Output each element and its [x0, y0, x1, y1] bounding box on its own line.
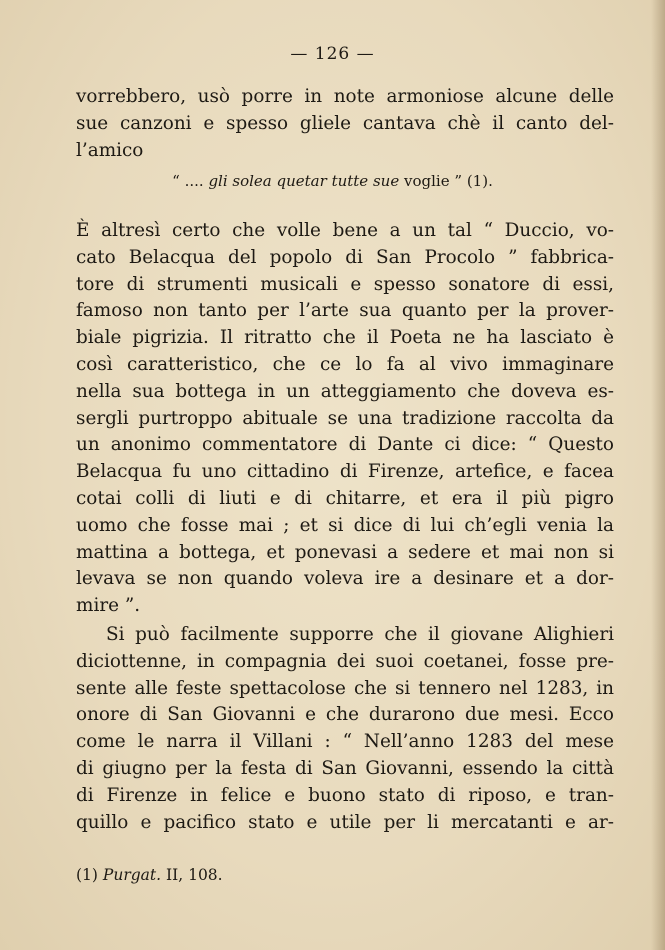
text-line: di giugno per la festa di San Giovanni, essendo la città: [76, 757, 614, 779]
text-line: di Firenze in felice e buono stato di riposo, e tran-: [76, 784, 614, 806]
text-line: cato Belacqua del popolo di San Procolo ” fabbrica-: [76, 246, 614, 268]
text-line: mattina a bottega, et ponevasi a sedere et mai non si: [76, 541, 614, 563]
paragraph-3: [76, 622, 614, 836]
text-line: come le narra il Villani : “ Nell’anno 1283 del mese: [76, 731, 614, 753]
text-line: sergli purtroppo abituale se una tradizione raccolta da: [76, 407, 614, 429]
verse-quotation: [0, 172, 665, 190]
text-line: un anonimo commentatore di Dante ci dice: “ Questo: [76, 434, 614, 456]
text-line: diciottenne, in compagnia dei suoi coetanei, fosse pre-: [76, 650, 614, 672]
text-line: È altresì certo che volle bene a un tal “ Duccio, vo-: [76, 220, 614, 241]
text-line: così caratteristico, che ce lo fa al vivo immaginare: [76, 353, 614, 375]
text-line: famoso non tanto per l’arte sua quanto per la prover-: [76, 300, 614, 322]
text-line: cotai colli di liuti e di chitarre, et era il più pigro: [76, 487, 614, 509]
footnote: [76, 866, 223, 884]
footnote-work: Purgat.: [102, 866, 162, 884]
paragraph-2: [76, 218, 614, 620]
text-line: uomo che fosse mai ; et si dice di lui ch’egli venia la: [76, 514, 614, 536]
text-line: Belacqua fu uno cittadino di Firenze, artefice, e facea: [76, 461, 614, 483]
page-number: — 126 —: [290, 44, 375, 64]
text-line: onore di San Giovanni e che durarono due mesi. Ecco: [76, 704, 614, 726]
text-line: sente alle feste spettacolose che si tennero nel 1283, in: [76, 677, 614, 699]
quote-verse: gli solea quetar tutte: [208, 172, 369, 190]
footnote-marker: (1): [76, 866, 98, 884]
page-edge-shadow: [651, 0, 665, 950]
paragraph-1: [76, 84, 614, 164]
quote-word: voglie: [404, 172, 450, 190]
text-line: l’amico: [76, 139, 144, 161]
text-line: mire ”.: [76, 595, 141, 617]
quote-open: “ ....: [172, 172, 204, 190]
text-line: levava se non quando voleva ire a desinare et a dor-: [76, 568, 614, 590]
text-line: nella sua bottega in un atteggiamento che doveva es-: [76, 380, 614, 402]
text-line: biale pigrizia. Il ritratto che il Poeta ne ha lasciato è: [76, 327, 614, 349]
footnote-reference: (1).: [466, 172, 493, 190]
text-line: tore di strumenti musicali e spesso sonatore di essi,: [76, 273, 614, 295]
quote-text: [208, 172, 449, 190]
quote-emphasis: sue: [372, 172, 400, 190]
text-line: Si può facilmente supporre che il giovane Alighieri: [106, 624, 614, 645]
text-line: vorrebbero, usò porre in note armoniose alcune delle: [76, 86, 614, 107]
text-line: quillo e pacifico stato e utile per li mercatanti e ar-: [76, 811, 614, 833]
quote-close: ”: [454, 172, 463, 190]
text-line: sue canzoni e spesso gliele cantava chè il canto del-: [76, 112, 614, 134]
footnote-locus: II, 108.: [165, 866, 223, 884]
